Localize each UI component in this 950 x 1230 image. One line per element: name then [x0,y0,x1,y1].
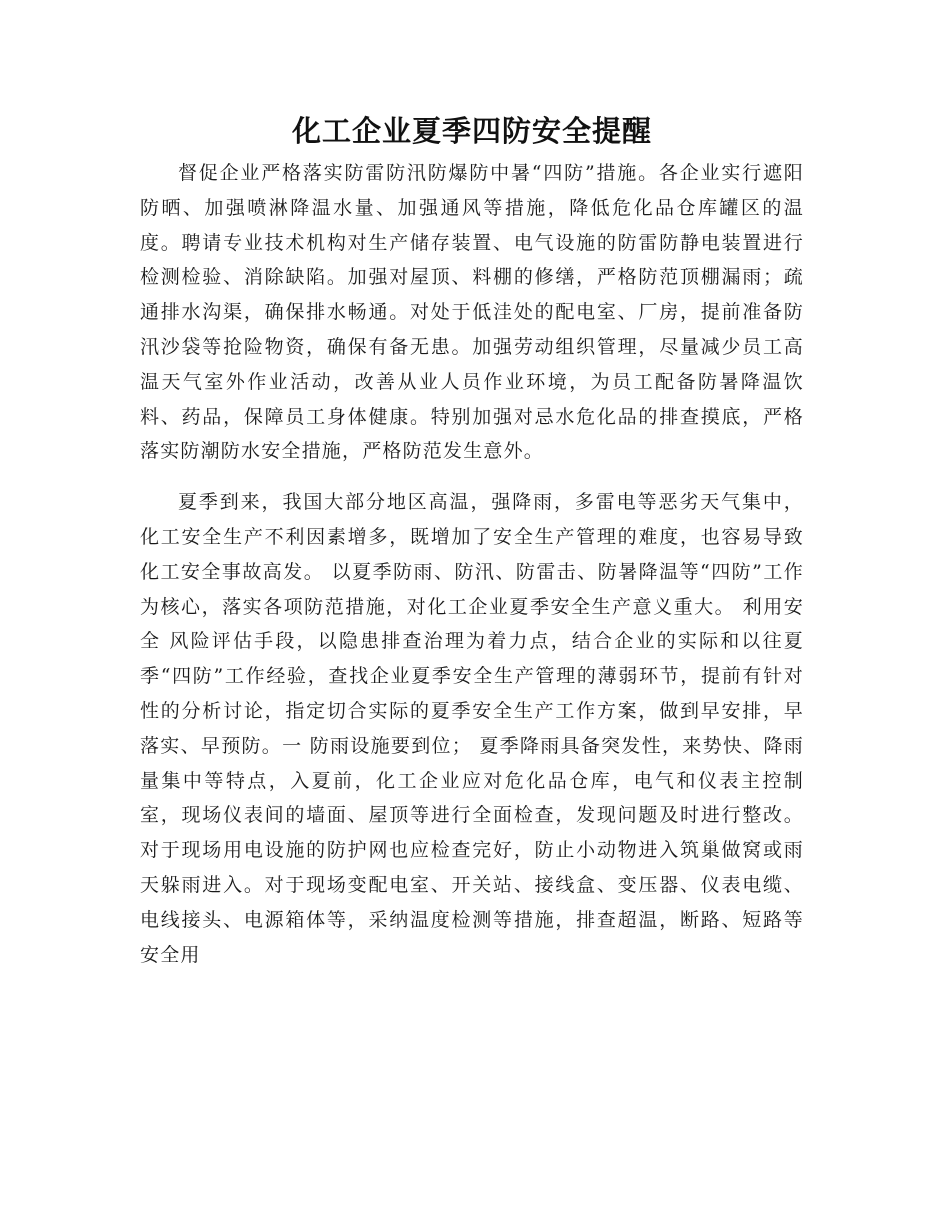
document-title: 化工企业夏季四防安全提醒 [291,114,652,148]
document-page [140,108,804,972]
paragraph-2: 夏季到来，我国大部分地区高温，强降雨，多雷电等恶劣天气集中，化工安全生产不利因素增多，既增加了安全生产管理的难度，也容易导致化工安全事故高发。 以夏季防雨、防汛、防雷击、防暑降温等“四防”工作为核心，落实各项防范措施，对化工企业夏季安全生产意义重大。 利用安全 风险评估手段，以隐患排查治理为着力点，结合企业的实际和以往夏季“四防”工作经验，查找企业夏季安全生产管理的薄弱环节，提前有针对性的分析讨论，指定切合实际的夏季安全生产工作方案，做到早安排，早落实、早预防。一 防雨设施要到位； 夏季降雨具备突发性，来势快、降雨量集中等特点，入夏前，化工企业应对危化品仓库，电气和仪表主控制室，现场仪表间的墙面、屋顶等进行全面检查，发现问题及时进行整改。 对于现场用电设施的防护网也应检查完好，防止小动物进入筑巢做窝或雨天躲雨进入。对于现场变配电室、开关站、接线盒、变压器、仪表电缆、电线接头、电源箱体等，采纳温度检测等措施，排查超温，断路、短路等安全用 [140,491,804,966]
paragraph-1: 督促企业严格落实防雷防汛防爆防中暑“四防”措施。各企业实行遮阳防晒、加强喷淋降温水量、加强通风等措施，降低危化品仓库罐区的温度。聘请专业技术机构对生产储存装置、电气设施的防雷防静电装置进行检测检验、消除缺陷。加强对屋顶、料棚的修缮，严格防范顶棚漏雨；疏通排水沟渠，确保排水畅通。对处于低洼处的配电室、厂房，提前准备防汛沙袋等抢险物资，确保有备无患。加强劳动组织管理，尽量减少员工高温天气室外作业活动，改善从业人员作业环境，为员工配备防暑降温饮料、药品，保障员工身体健康。特别加强对忌水危化品的排查摸底，严格落实防潮防水安全措施，严格防范发生意外。 [140,162,804,463]
